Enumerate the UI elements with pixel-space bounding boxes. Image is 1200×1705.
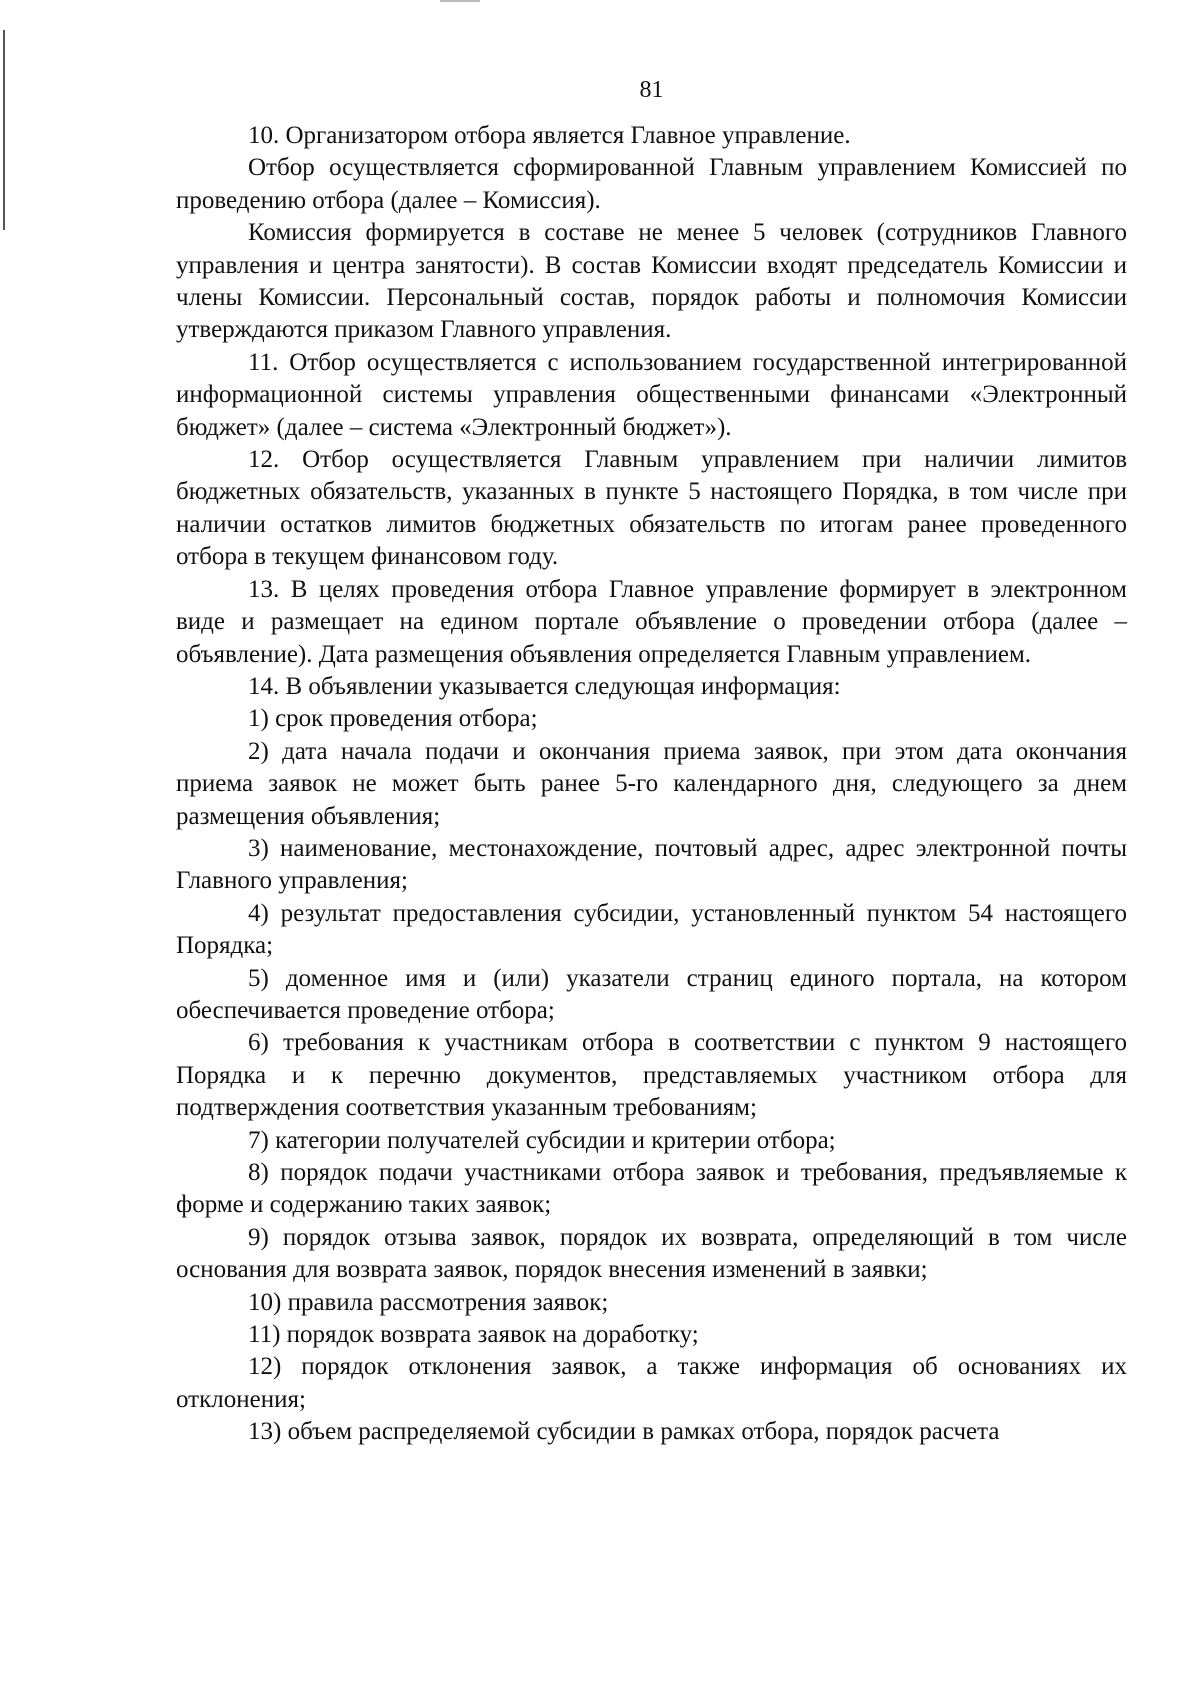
paragraph: 10. Организатором отбора является Главное управление. — [248, 122, 851, 149]
paragraph: 11. Отбор осуществляется с использованием государственной интегрированной информационной системы управления общественными финансами «Электронный бюджет» (далее – система «Электронный бюджет»). — [176, 348, 1127, 441]
list-item: 13) объем распределяемой субсидии в рамках отбора, порядок расчета — [248, 1418, 1000, 1446]
list-item: 12) порядок отклонения заявок, а также информация об основаниях их отклонения; — [176, 1353, 1127, 1413]
paragraph: 13. В целях проведения отбора Главное управление формирует в электронном виде и размещает на едином портале объявление о проведении отбора (далее – объявление). Дата размещения объявления определяется Главным управлением. — [176, 575, 1127, 668]
scan-top-mark — [440, 0, 480, 2]
list-item: 6) требования к участникам отбора в соответствии с пунктом 9 настоящего Порядка и к перечню документов, представляемых участником отбора для подтверждения соответствия указанным требованиям; — [176, 1029, 1127, 1122]
list-item: 4) результат предоставления субсидии, установленный пунктом 54 настоящего Порядка; — [176, 899, 1127, 960]
page-number: 81 — [639, 77, 664, 103]
list-item: 8) порядок подачи участниками отбора заявок и требования, предъявляемые к форме и содержанию таких заявок; — [176, 1159, 1127, 1219]
list-item: 7) категории получателей субсидии и критерии отбора; — [248, 1126, 836, 1154]
list-item: 11) порядок возврата заявок на доработку; — [248, 1321, 699, 1349]
scan-edge-mark — [3, 30, 5, 230]
document-body — [176, 120, 1127, 1449]
list-item: 5) доменное имя и (или) указатели страниц единого портала, на котором обеспечивается проведение отбора; — [176, 964, 1127, 1024]
paragraph: 14. В объявлении указывается следующая информация: — [248, 672, 841, 700]
list-item: 1) срок проведения отбора; — [248, 705, 538, 733]
list-item: 3) наименование, местонахождение, почтовый адрес, адрес электронной почты Главного управления; — [176, 834, 1127, 895]
paragraph: 12. Отбор осуществляется Главным управлением при наличии лимитов бюджетных обязательств, указанных в пункте 5 настоящего Порядка, в том числе при наличии остатков лимитов бюджетных обязательств по итогам ранее проведенного отбора в текущем финансовом году. — [176, 446, 1127, 571]
paragraph: Отбор осуществляется сформированной Главным управлением Комиссией по проведению отбора (далее – Комиссия). — [176, 154, 1127, 214]
list-item: 10) правила рассмотрения заявок; — [248, 1288, 609, 1316]
list-item: 2) дата начала подачи и окончания приема заявок, при этом дата окончания приема заявок не может быть ранее 5-го календарного дня, следующего за днем размещения объявления; — [176, 737, 1127, 830]
list-item: 9) порядок отзыва заявок, порядок их возврата, определяющий в том числе основания для возврата заявок, порядок внесения изменений в заявки; — [176, 1223, 1127, 1284]
paragraph: Комиссия формируется в составе не менее 5 человек (сотрудников Главного управления и центра занятости). В состав Комиссии входят председатель Комиссии и члены Комиссии. Персональный состав, порядок работы и полномочия Комиссии утверждаются приказом Главного управления. — [176, 219, 1127, 344]
